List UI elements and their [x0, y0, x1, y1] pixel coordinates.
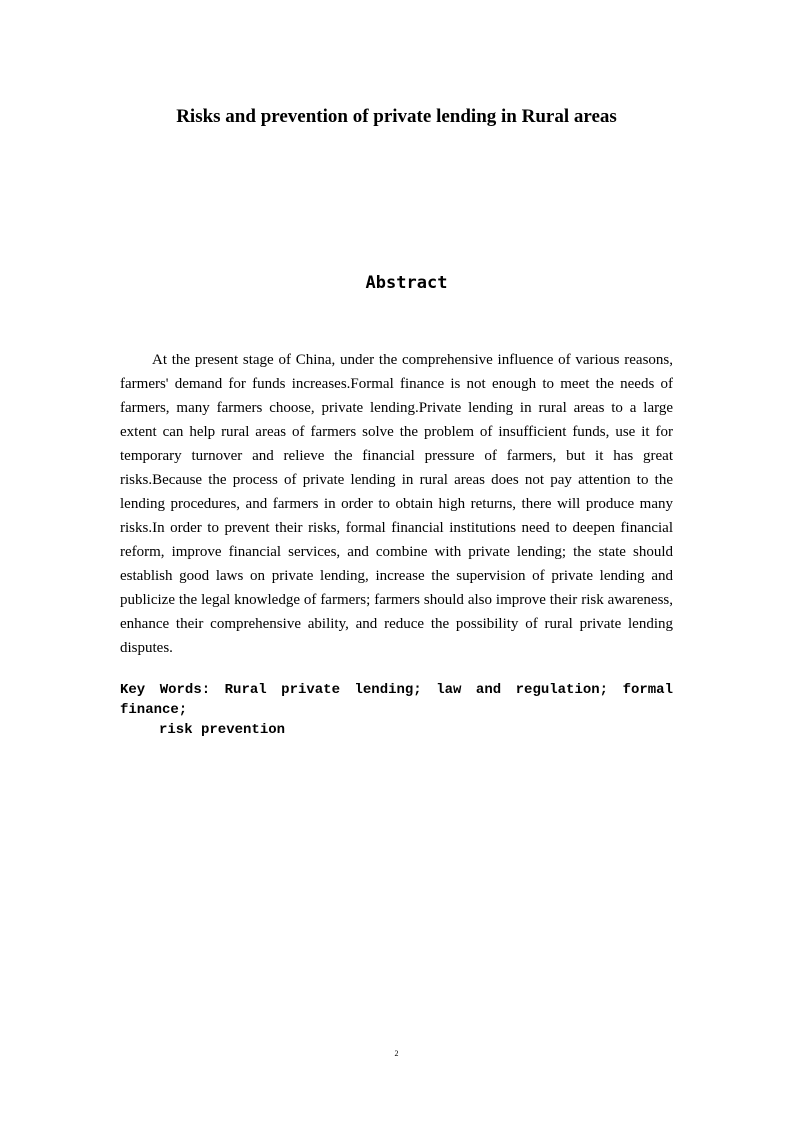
paper-title: Risks and prevention of private lending in Rural areas	[176, 106, 617, 127]
page-number: 2	[394, 1049, 399, 1058]
keywords-line-2: risk prevention	[159, 722, 286, 738]
abstract-body: At the present stage of China, under the comprehensive influence of various reasons, farmers' demand for funds increases.Formal finance is not enough to meet the needs of farmers, many farmers choose, private lending.Private lending in rural areas to a large extent can help rural areas of farmers solve the problem of insufficient funds, use it for temporary turnover and relieve the financial pressure of farmers, but it has great risks.Because the process of private lending in rural areas does not pay attention to the lending procedures, and farmers in order to obtain high returns, there will produce many risks.In order to prevent their risks, formal financial institutions need to deepen financial reform, improve financial services, and combine with private lending; the state should establish good laws on private lending, increase the supervision of private lending and publicize the legal knowledge of farmers; farmers should also improve their risk awareness, enhance their comprehensive ability, and reduce the possibility of rural private lending disputes.	[120, 352, 673, 656]
keywords	[120, 680, 673, 740]
abstract-heading: Abstract	[365, 273, 448, 293]
keywords-line-1: Key Words: Rural private lending; law and regulation; formal finance;	[120, 682, 673, 718]
